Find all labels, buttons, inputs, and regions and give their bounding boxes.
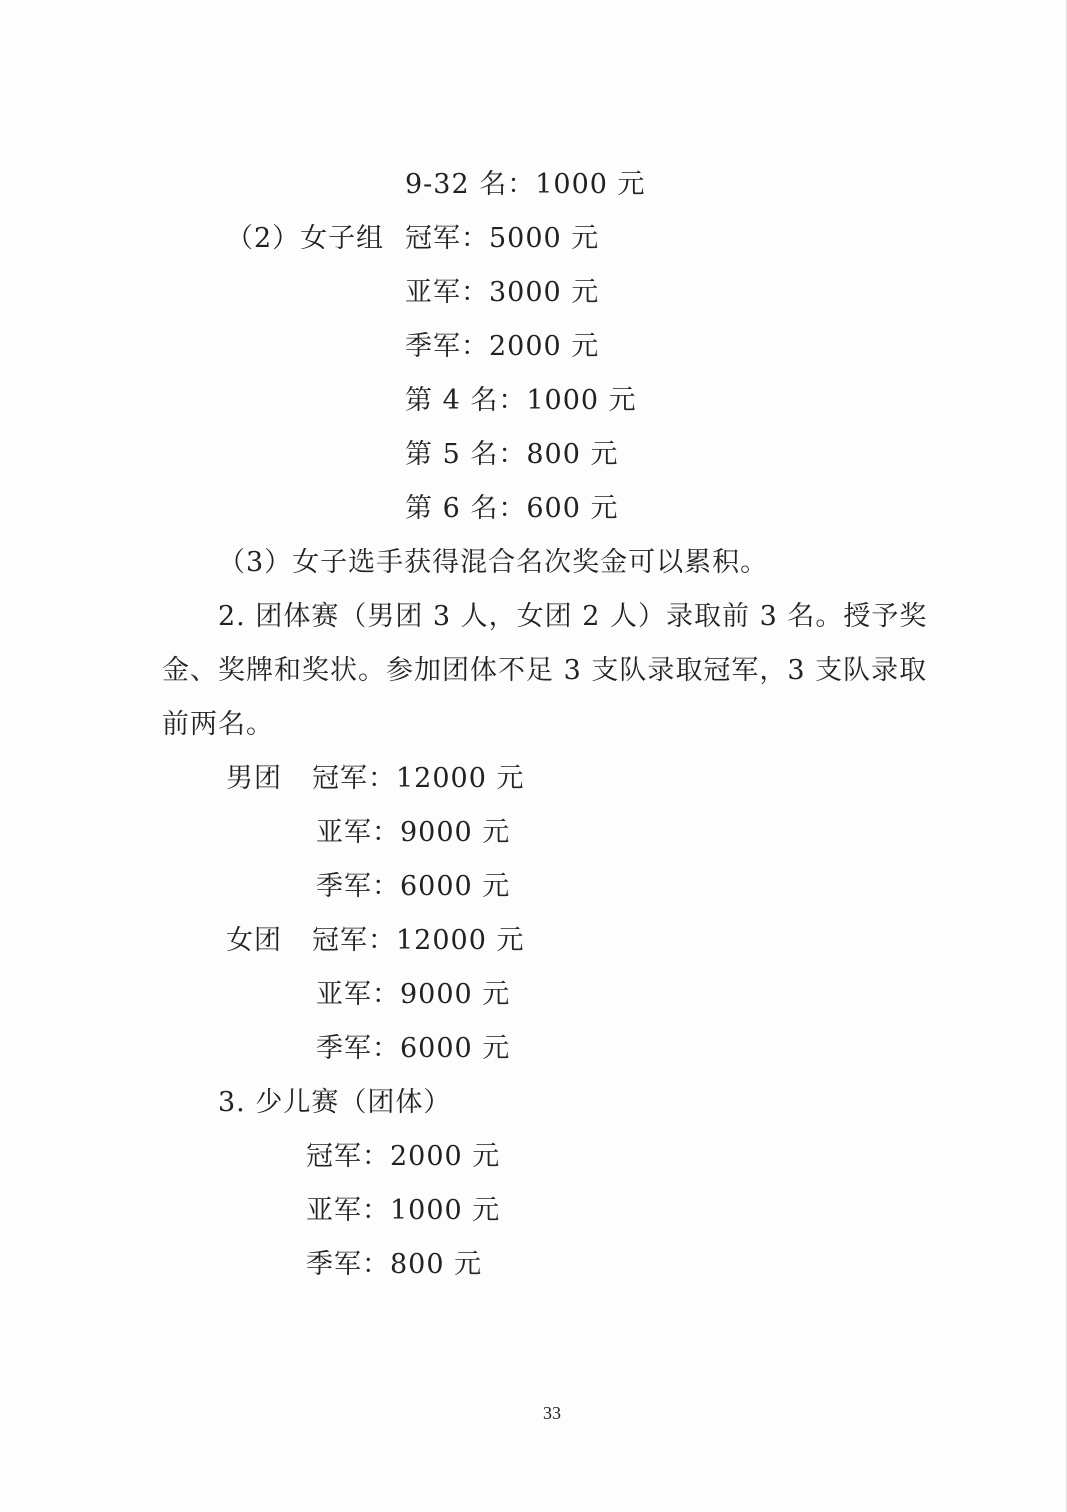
team-event-paragraph-line3: 前两名。 <box>162 709 274 740</box>
men-team-third-line: 季军：6000 元 <box>316 871 511 902</box>
men-team-champion-line: 冠军：12000 元 <box>312 763 525 794</box>
women-team-champion-line: 冠军：12000 元 <box>312 925 525 956</box>
women-group-label: （2）女子组 <box>226 223 385 254</box>
women-team-runner-up-line: 亚军：9000 元 <box>316 979 511 1010</box>
junior-runner-up-line: 亚军：1000 元 <box>306 1195 501 1226</box>
women-6th-line: 第 6 名：600 元 <box>405 493 619 524</box>
men-team-runner-up-line: 亚军：9000 元 <box>316 817 511 848</box>
junior-champion-line: 冠军：2000 元 <box>306 1141 501 1172</box>
junior-third-line: 季军：800 元 <box>306 1249 483 1280</box>
women-4th-line: 第 4 名：1000 元 <box>405 385 637 416</box>
cumulative-note: （3）女子选手获得混合名次奖金可以累积。 <box>218 547 769 578</box>
women-champion-line: 冠军：5000 元 <box>405 223 600 254</box>
women-team-third-line: 季军：6000 元 <box>316 1033 511 1064</box>
women-runner-up-line: 亚军：3000 元 <box>405 277 600 308</box>
junior-event-heading: 3. 少儿赛（团体） <box>218 1087 452 1118</box>
women-team-label: 女团 <box>226 925 282 956</box>
men-team-label: 男团 <box>226 763 282 794</box>
team-event-paragraph-line1: 2. 团体赛（男团 3 人，女团 2 人）录取前 3 名。授予奖 <box>218 601 928 632</box>
team-event-paragraph-line2: 金、奖牌和奖状。参加团体不足 3 支队录取冠军，3 支队录取 <box>162 655 928 686</box>
prize-line-9-32: 9-32 名：1000 元 <box>405 169 646 200</box>
page-number: 33 <box>543 1403 561 1423</box>
women-5th-line: 第 5 名：800 元 <box>405 439 619 470</box>
women-third-line: 季军：2000 元 <box>405 331 600 362</box>
